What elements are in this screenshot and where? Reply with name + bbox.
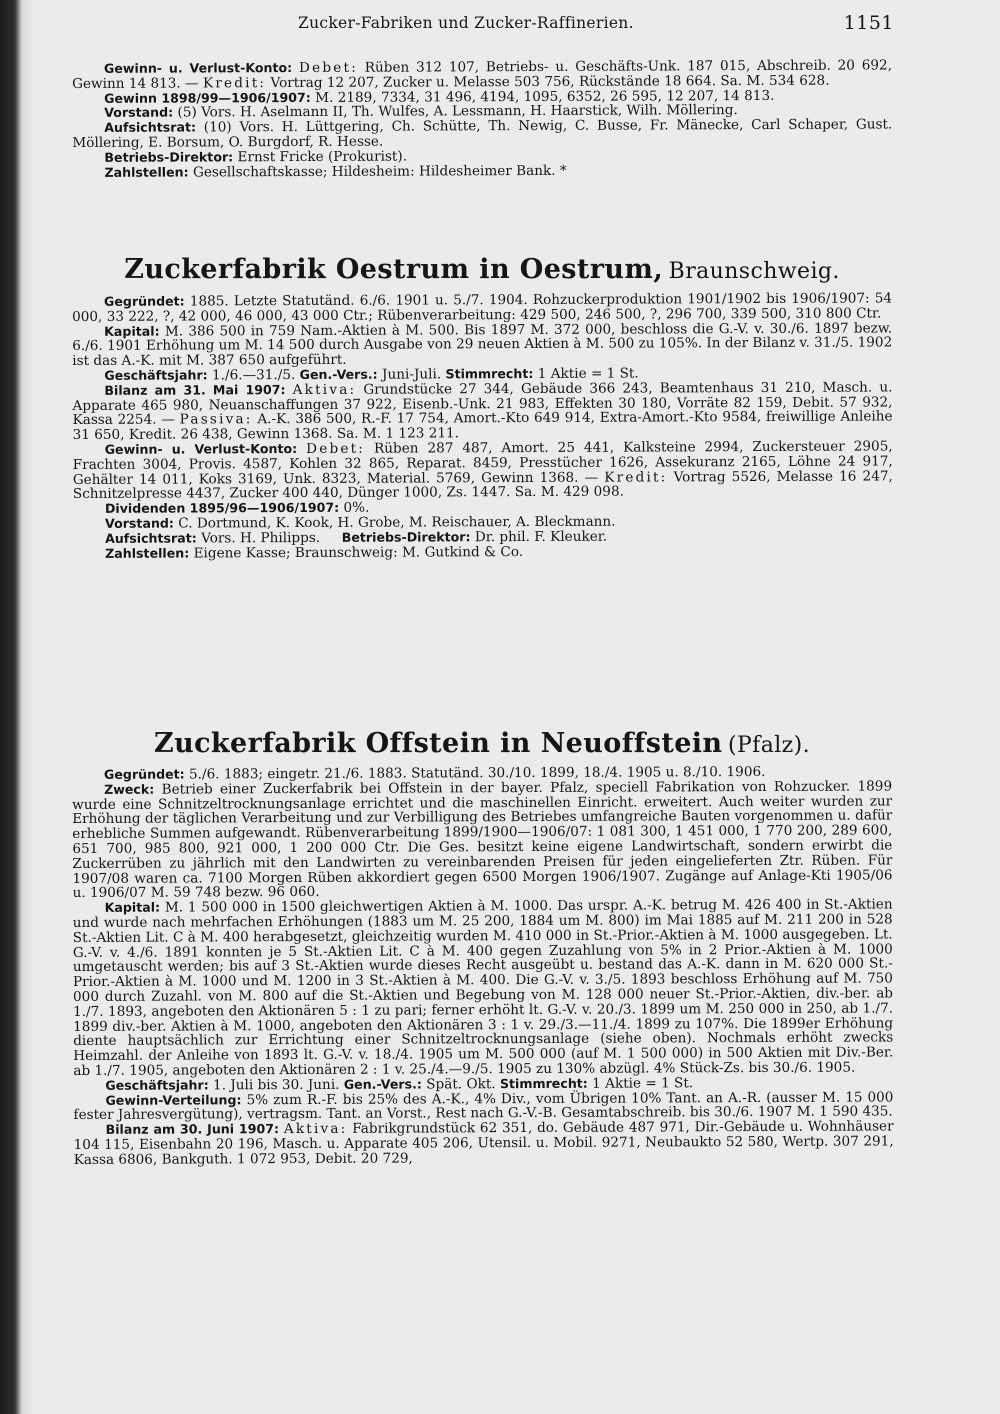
kredit-word: Kredit: — [604, 468, 668, 486]
zahlstellen-label: Zahlstellen: — [104, 164, 189, 180]
heading-offstein-main: Zuckerfabrik Offstein in Neuoffstein — [153, 728, 723, 759]
aufsichtsrat-label: Aufsichtsrat: — [105, 530, 197, 546]
kapital-text: M. 386 500 in 759 Nam.-Aktien à M. 500. Bis 1897 M. 372 000, beschloss die G.-V. v. 30./6. 1897 bezw. 6./6. 1901 Erhöhung um M. 14 500 durch Ausgabe von 29 neuen Aktien à M. 500 zu 105%. In der Bilanz v. 31./5. 1902 ist das A.-K. mit M. 387 650 aufgeführt. — [72, 320, 893, 370]
gewinn-verteilung-text: 5% zum R.-F. bis 25% des A.-K., 4% Div., vom Übrigen 10% Tant. an A.-R. (ausser M. 15 000 fester Jahresvergütung), vertragsm. Tant. an Vorst., Rest nach G.-V.-B. Gesamtabschreib. bis 30./6. 1907 M. 1 590 435. — [73, 1088, 894, 1124]
gv-paragraph — [73, 439, 893, 502]
vorstand-label: Vorstand: — [104, 515, 174, 531]
bilanz-text-2: A.-K. 386 500, R.-F. 17 754, Amort.-Kto 649 914, Extra-Amort.-Kto 9584, freiwillige Anleihe 31 650, Kredit. 26 438, Gewinn 1368. Sa. M. 1 123 211. — [72, 408, 893, 444]
gv-label: Gewinn- u. Verlust-Konto: — [103, 60, 293, 76]
bilanz-label: Bilanz am 31. Mai 1907: — [104, 381, 286, 398]
bilanz-paragraph — [74, 1120, 894, 1168]
gewinn-label: Gewinn 1898/99—1906/1907: — [104, 89, 311, 106]
debet-word: Debet: — [298, 59, 359, 77]
kapital-label: Kapital: — [104, 899, 161, 916]
gv-text-1: Rüben 287 487, Amort. 25 441, Kalksteine 2994, Zuckersteuer 2905, Frachten 3004, Provis. 4587, Kohlen 32 865, Reparat. 8459, Presstücher 1626, Assekuranz 2165, Löhne 24 917, Gehälter 14 011, Koks 3169, Unk. 8323, Material. 5769, Gewinn 1368. — — [72, 438, 893, 488]
genvers-label: Gen.-Vers.: — [299, 366, 378, 382]
zahlstellen-label: Zahlstellen: — [105, 545, 190, 561]
aufsichtsrat-paragraph — [72, 118, 892, 151]
zweck-text: Betrieb einer Zuckerfabrik bei Offstein in der bayer. Pfalz, speciell Fabrikation von Rohzucker. 1899 wurde eine Schnitzeltrocknungsanlage errichtet und die maschinellen Einricht. erweitert. Auch weiter wurden zur Erhöhung der täglichen Verarbeitung und zur Verbilligung des Betriebes umfangreiche Bauten vorgenommen u. dafür erhebliche Summen aufgewandt. Rübenverarbeitung 1899/1900—1906/07: 1 081 300, 1 451 000, 1 770 200, 289 600, 651 700, 985 800, 921 000, 1 200 000 Ctr. Die Ges. besitzt keine eigene Landwirtschaft, sondern erwirbt die Zuckerrüben zu jährlich mit den Landwirten zu vereinbarenden Preisen für jeden eingelieferten Ztr. Rüben. Für 1907/08 waren ca. 7100 Morgen Rüben akkordiert gegen 6500 Morgen 1906/1907. Zugänge auf Anlage-Kti 1905/06 u. 1906/07 M. 59 748 bezw. 96 060. — [72, 778, 893, 902]
kredit-word: Kredit: — [202, 74, 267, 92]
gewinn-text: M. 2189, 7334, 31 496, 4194, 1095, 6352, 26 595, 12 207, 14 813. — [315, 87, 775, 106]
heading-offstein — [72, 728, 892, 759]
aktiva-word: Aktiva: — [283, 1120, 348, 1138]
direktor-label: Betriebs-Direktor: — [341, 529, 471, 545]
genvers-text: Juni-Juli. — [382, 366, 442, 383]
aufsichtsrat-text: Vors. H. Philipps. — [201, 529, 321, 547]
gegruendet-label: Gegründet: — [103, 766, 185, 782]
bilanz-text-1: Grundstücke 27 344, Gebäude 366 243, Beamtenhaus 31 210, Masch. u. Apparate 465 980, Neuanschaffungen 37 922, Eisenb.-Unk. 21 983, Effekten 30 180, Vorräte 82 159, Debit. 57 932, Kassa 2254. — — [72, 379, 893, 429]
section-offstein — [72, 764, 894, 1167]
heading-oestrum — [72, 254, 892, 285]
vorstand-text: C. Dortmund, K. Kook, H. Grobe, M. Reischauer, A. Bleckmann. — [178, 513, 616, 532]
stimmrecht-label: Stimmrecht: — [445, 365, 534, 382]
gegruendet-text: 5./6. 1883; eingetr. 21./6. 1883. Statutänd. 30./10. 1899, 18./4. 1905 u. 8./10. 1906. — [188, 763, 766, 783]
bilanz-paragraph — [72, 380, 892, 443]
vorstand-label: Vorstand: — [104, 104, 174, 121]
aufsichtsrat-text: (10) Vors. H. Lüttgering, Ch. Schütte, Th. Newig, C. Busse, Fr. Mänecke, Carl Schaper, Gust. Möllering, E. Borsum, O. Burgdorf, R. Hesse. — [72, 116, 893, 151]
kapital-text: M. 1 500 000 in 1500 gleichwertigen Aktien à M. 1000. Das urspr. A.-K. betrug M. 426 400 in St.-Aktien und wurde nach mehrfachen Erhöhungen (1883 um M. 25 200, 1884 um M. 800) im Mai 1885 auf M. 211 200 in 528 St.-Aktien Lit. C à M. 400 herabgesetzt, gleichzeitig wurden M. 410 000 in St.-Prior.-Aktien à M. 1000 ausgegeben. Lt. G.-V. v. 4./6. 1891 konnten je 5 St.-Aktien Lit. C à M. 400 gegen Zuzahlung von 5% in 2 Prior.-Aktien à M. 1000 umgetauscht werden; bis auf 3 St.-Aktien wurde dieses Recht ausgeübt u. bestand das A.-K. dann in M. 620 000 St.-Prior.-Aktien à M. 1000 und M. 1200 in 3 St.-Aktien à M. 400. Die G.-V. v. 3./5. 1893 beschloss Erhöhung auf M. 750 000 durch Zuzahl. von M. 800 auf die St.-Aktien und Begebung von M. 128 000 neuer St.-Prior.-Aktien, div.-ber. ab 1./7. 1893, angeboten den Aktionären 5 : 1 zu pari; ferner erhöht lt. G.-V. v. 20./3. 1899 um M. 250 000 in 250, ab 1./7. 1899 div.-ber. Aktien à M. 1000, angeboten den Aktionären 3 : 1 v. 29./3.—11./4. 1899 zu 107%. Die 1899er Erhöhung diente hauptsächlich zur Errichtung einer Schnitzeltrocknungsanlage (siehe oben). Nochmals erhöht zwecks Heimzahl. der Anleihe von 1893 lt. G.-V. v. 18./4. 1905 um M. 500 000 (auf M. 1 500 000) in 500 Aktien mit Div.-Ber. ab 1./7. 1905, angeboten den Aktionären 2 : 1 v. 25./4.—9./5. 1905 zu 130% abzügl. 4% Stück-Zs. bis 30./6. 1905. — [72, 896, 894, 1079]
kapital-label: Kapital: — [104, 323, 160, 339]
direktor-text: Dr. phil. F. Kleuker. — [474, 528, 608, 545]
heading-offstein-place: (Pfalz). — [727, 733, 811, 758]
stimmrecht-text: 1 Aktie = 1 St. — [592, 1075, 694, 1092]
geschaeftsjahr-label: Geschäftsjahr: — [104, 367, 208, 383]
bilanz-text: Fabrikgrundstück 62 351, do. Gebäude 487 971, Dir.-Gebäude u. Wohnhäuser 104 115, Eisenbahn 20 196, Masch. u. Apparate 405 206, Utensil. u. Mobil. 9271, Neubaukto 52 580, Wertp. 307 291, Kassa 6806, Bankguth. 1 072 953, Debit. 20 729, — [73, 1118, 894, 1168]
kapital-paragraph — [73, 898, 894, 1079]
bilanz-label: Bilanz am 30. Juni 1907: — [105, 1121, 280, 1137]
genvers-text: Spät. Okt. — [426, 1075, 496, 1093]
heading-oestrum-place: Braunschweig. — [668, 259, 840, 284]
zahlstellen-paragraph — [72, 162, 892, 180]
geschaeftsjahr-label: Geschäftsjahr: — [105, 1077, 209, 1093]
dividenden-text: 0%. — [343, 499, 370, 516]
geschaeftsjahr-text: 1./6.—31./5. — [211, 367, 296, 384]
page-number: 1151 — [843, 12, 894, 34]
zahlstellen-paragraph — [73, 543, 893, 561]
gv-text-1: Rüben 312 107, Betriebs- u. Geschäfts-Unk. 187 015, Abschreib. 20 692, Gewinn 14 813. — — [72, 57, 893, 92]
stimmrecht-label: Stimmrecht: — [499, 1075, 588, 1091]
gv-text-2: Vortrag 5526, Melasse 16 247, Schnitzelpresse 4437, Zucker 400 440, Dünger 1000, Zs. 1447. Sa. M. 429 098. — [72, 467, 893, 503]
vorstand-text: (5) Vors. H. Aselmann II, Th. Wulfes, A. Lessmann, H. Haarstick, Wilh. Möllering. — [177, 102, 738, 121]
zweck-paragraph — [72, 779, 893, 901]
zweck-label: Zweck: — [104, 781, 155, 797]
dividenden-label: Dividenden 1895/96—1906/1907: — [104, 499, 340, 517]
direktor-label: Betriebs-Direktor: — [104, 149, 234, 165]
aktiva-word: Aktiva: — [292, 381, 357, 398]
zahlstellen-text: Eigene Kasse; Braunschweig: M. Gutkind & Co. — [193, 543, 524, 562]
book-spine-shadow — [0, 0, 34, 1414]
aufsichtsrat-label: Aufsichtsrat: — [104, 119, 197, 136]
zahlstellen-text: Gesellschaftskasse; Hildesheim: Hildesheimer Bank. * — [192, 162, 567, 181]
gv-text-2: Vortrag 12 207, Zucker u. Melasse 503 756, Rückstände 18 664. Sa. M. 534 628. — [270, 72, 830, 91]
geschaeftsjahr-text: 1. Juli bis 30. Juni. — [213, 1076, 340, 1094]
gv-label: Gewinn- u. Verlust-Konto: — [104, 440, 298, 457]
kapital-paragraph — [72, 321, 892, 369]
section-continuation — [72, 58, 893, 180]
direktor-text: Ernst Fricke (Prokurist). — [237, 148, 408, 166]
gegruendet-label: Gegründet: — [103, 293, 185, 309]
genvers-label: Gen.-Vers.: — [343, 1076, 422, 1092]
running-header — [298, 10, 894, 42]
stimmrecht-text: 1 Aktie = 1 St. — [537, 365, 639, 382]
gewinn-verteilung-label: Gewinn-Verteilung: — [105, 1091, 242, 1108]
header-title: Zucker-Fabriken und Zucker-Raffinerien. — [298, 14, 634, 32]
section-oestrum — [72, 291, 893, 561]
gegruendet-text: 1885. Letzte Statutänd. 6./6. 1901 u. 5./7. 1904. Rohzuckerproduktion 1901/1902 bis 1906/1907: 54 000, 33 222, ?, 42 000, 46 000, 43 000 Ctr.; Rübenverarbeitung: 429 500, 246 500, ?, 296 700, 339 500, 310 800 Ctr. — [72, 290, 893, 325]
heading-oestrum-main: Zuckerfabrik Oestrum in Oestrum, — [124, 254, 664, 285]
debet-word: Debet: — [306, 440, 366, 457]
passiva-word: Passiva: — [179, 411, 253, 428]
